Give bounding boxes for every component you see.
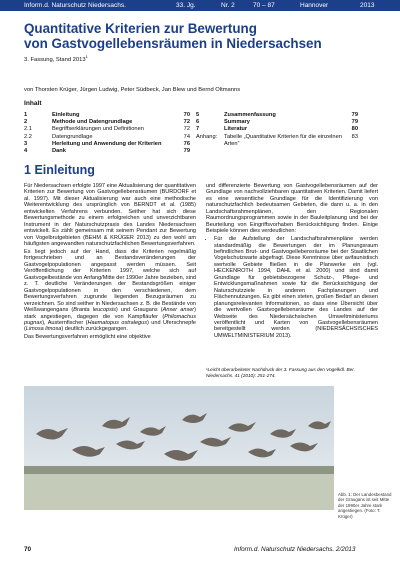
toc-label: Dank [52, 147, 66, 154]
toc-entry[interactable] [196, 112, 358, 119]
toc-number: 2 [24, 119, 28, 126]
toc-number: 1 [24, 112, 28, 118]
toc-page: 83 [351, 133, 358, 140]
toc-entry[interactable] [196, 119, 358, 126]
toc-entry[interactable] [196, 126, 358, 133]
text-run: ), Austernfischer ( [42, 320, 88, 327]
toc-page: 74 [183, 133, 190, 140]
section-heading [24, 163, 95, 177]
toc-number: 2.1 [24, 126, 32, 133]
distant-treeline [24, 466, 334, 474]
journal-header-bar [0, 0, 400, 11]
toc-left-column [24, 112, 190, 155]
toc-entry[interactable] [24, 148, 190, 155]
author-list: von Thorsten Krüger, Jürgen Ludwig, Peter Südbeck, Jan Blew und Bernd Oltmanns [24, 87, 241, 93]
toc-number: 3 [24, 140, 28, 147]
section-number: 1 [24, 163, 31, 177]
title-line-1: Quantitative Kriterien zur Bewertung [24, 21, 257, 36]
paragraph: Für Niedersachsen erfolgte 1997 eine Aktualisierung der quantitativen Kriterien zur Bewertung von Gastvogellebensräumen (BURDORF et al. 1997). Mit dieser Aktualisierung war auch eine methodische Weiterentwicklung des ursprünglich von BERNDT et al. (1985) entwickelten Verfahrens verbunden. Seither hat sich diese Bewertungsmethode zu einem erfolgreichen und unverzichtbaren Instrument in der Naturschutzpraxis des Landes Niedersachsen entwickelt. Es zählt gemeinsam mit seinem Pendant zur Bewertung von Vogelbrutgebieten (BEHM & KRÜGER 2013) zu den wohl am häufigsten angewandten naturschutzfachlichen Bewertungsverfahren. [24, 183, 196, 248]
toc-number: Anhang: [196, 133, 218, 140]
toc-page: 80 [351, 126, 358, 133]
toc-entry[interactable] [24, 112, 190, 119]
toc-number: 4 [24, 147, 28, 154]
toc-label: Tabelle „Quantitative Kriterien für die einzelnen Arten“ [224, 133, 342, 147]
toc-page: 72 [183, 126, 190, 133]
text-run: Es liegt jedoch auf der Hand, dass die Kriterien regelmäßig fortgeschrieben und an Bestandsveränderungen der Gastvogelpopulationen angepasst werden müssen. Seit Veröffentlichung der Kriterien 1997, welche sich auf Gastvogelbestände von Anfang/Mitte der 1990er Jahre bezieben, sind z. T. deutliche Veränderungen der Bestandsgrößen einiger Gastvogelpopulationen in den verschiedenen, dem Bewertungsverfahren zugrunde liegenden Bezugsräumen zu verzeichnen. So sind seither in Niedersachsen z. B. die Bestände von Weißwangengans ( [24, 249, 196, 314]
journal-pages: 70 – 87 [253, 2, 275, 9]
field-ground [24, 472, 334, 510]
species-name: Anser anser [162, 307, 195, 314]
toc-label: Summary [224, 119, 250, 126]
paragraph: und differenzierte Bewertung von Gastvogellebensräumen auf der Grundlage von nachvollziehbaren quantitativen Kriterien. Damit liefert es eine wesentliche Grundlage für die Identifizierung von naturschutzfachlich bedeutsamen Gebieten, die dann u. a. in den Landschaftsrahmenplänen, den Regionalen Raumordnungsprogrammen sowie in der Bauleitplanung und bei der Beurteilung von Eingriffsvorhaben Berücksichtigung finden. Einige Beispiele können dies verdeutlichen: [206, 183, 378, 235]
toc-page: 70 [183, 112, 190, 118]
toc-entry[interactable] [24, 119, 190, 126]
species-name: Philomachus pugnax [24, 313, 196, 327]
text-run: ) stark angestiegen, dagegen die von Kampfläufer ( [24, 307, 197, 320]
journal-name: Inform.d. Naturschutz Niedersachs. [24, 2, 126, 9]
species-name: Limosa limosa [25, 326, 62, 333]
journal-city: Hannover [300, 2, 329, 9]
edition-text: 3. Fassung, Stand 2013 [24, 56, 86, 63]
toc-right-column [196, 112, 358, 148]
toc-label: Herleitung und Anwendung der Kriterien [52, 140, 162, 147]
text-run: ) und Uferschnepfe ( [24, 320, 196, 333]
species-name: Branta leucopsis [73, 307, 116, 314]
page-number: 70 [24, 546, 32, 553]
journal-issue: Nr. 2 [221, 2, 235, 9]
toc-label: Datengrundlage [52, 133, 93, 140]
article-title [24, 21, 384, 51]
toc-label: Begriffserklärungen und Definitionen [52, 126, 144, 133]
body-column-right [206, 183, 378, 339]
figure-caption: Abb. 1: Der Landesbestand der Graugans ist seit Mitte der 1990er Jahre stark angestiegen. (Foto: T. Krüger) [338, 492, 392, 519]
edition-footnote-mark: 1 [85, 54, 88, 59]
footer-citation: Inform.d. Naturschutz Niedersachs. 2/2013 [234, 546, 356, 553]
toc-page: 76 [183, 140, 190, 147]
toc-page: 79 [183, 147, 190, 154]
toc-entry[interactable] [24, 126, 190, 133]
toc-page: 72 [183, 119, 190, 126]
toc-label: Einleitung [52, 112, 80, 118]
toc-number: 5 [196, 112, 200, 118]
paragraph [24, 249, 196, 333]
paragraph: Das Bewertungsverfahren ermöglicht eine objektive [24, 334, 151, 341]
toc-page: 79 [351, 119, 358, 126]
bullet-item: • Für die Aufstellung der Landschaftsrahmenpläne werden standardmäßig die Bewertungen der im Planungsraum befindlichen Brut- und Gastvogellebensräume bei der Staatlichen Vogelschutzwarte abgefragt. Diese Kenntnisse über avifaunistisch wertvolle Gebiete fließen in die Planwerke ein (vgl. HECKENROTH 1994, DAHL et al. 2000) und sind damit Grundlage für gebietsbezogene Schutz-, Pflege- und Entwicklungsmaßnahmen sowie für die Berücksichtigung der Naturschutzziele in anderen Fachplanungen und Flächennutzungen. Es gibt einen steten, großen Bedarf an diesen planungsrelevanten Informationen, so dass eine Übersicht über die wertvollen Gastvogellebensräume des Landes auf der Webseite des Niedersächsischen Umweltministeriums veröffentlicht und Karten von Gastvogellebensräumen bereitgestellt werden (NIEDERSÄCHSISCHES UMWELTMINISTERIUM 2013). [214, 236, 378, 339]
toc-number: 7 [196, 126, 200, 133]
edition-note [24, 54, 88, 63]
toc-label: Methode und Datengrundlage [52, 119, 133, 126]
toc-entry[interactable] [24, 134, 190, 141]
section-title: Einleitung [34, 163, 95, 177]
species-name: Haematopus ostralegus [87, 320, 147, 327]
toc-entry[interactable] [24, 141, 190, 148]
toc-number: 6 [196, 119, 200, 126]
journal-year: 2013 [360, 2, 375, 9]
journal-volume: 33. Jg. [176, 2, 196, 9]
toc-label: Literatur [224, 126, 248, 133]
bullet-list [206, 236, 378, 339]
toc-number: 2.2 [24, 133, 32, 140]
text-run: ) und Graugans ( [115, 307, 163, 314]
body-column-left [24, 183, 196, 342]
text-run: ) deutlich zurückgegangen. [61, 326, 128, 333]
toc-label: Zusammenfassung [224, 112, 276, 118]
toc-entry[interactable] [196, 134, 358, 148]
toc-page: 79 [351, 112, 358, 118]
toc-heading: Inhalt [24, 100, 42, 107]
greylag-geese-photo [24, 386, 334, 510]
footnote: ¹Leicht überarbeiteter Nachdruck der 3. Fassung aus den Vogelkdl. Ber. Niedersachs. 41 (2010): 251-274. [206, 367, 355, 378]
title-line-2: von Gastvogellebensräumen in Niedersachsen [24, 36, 322, 51]
